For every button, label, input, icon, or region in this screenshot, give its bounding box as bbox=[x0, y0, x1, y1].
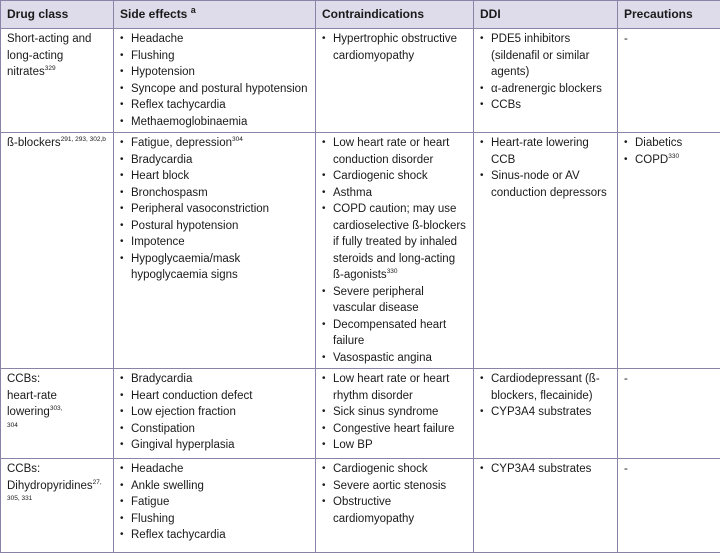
list-item bbox=[624, 152, 714, 169]
list-item-text: Fatigue, depression bbox=[131, 137, 232, 149]
list-item: • Headache bbox=[120, 31, 309, 48]
list-item bbox=[322, 201, 467, 284]
table-row bbox=[1, 369, 720, 459]
list-item: • Cardiogenic shock bbox=[322, 461, 467, 478]
list-item: • Heart block bbox=[120, 168, 309, 185]
header-side-effects-label: Side effects bbox=[120, 7, 187, 21]
reference-superscript: 305, 331 bbox=[7, 494, 107, 503]
list-item: • Heart-rate lowering CCB bbox=[480, 135, 611, 168]
list-item: • Fatigue bbox=[120, 494, 309, 511]
list-item: • Hypoglycaemia/mask hypoglycaemia signs bbox=[120, 251, 309, 284]
list-item: • Low ejection fraction bbox=[120, 404, 309, 421]
list-item: • Cardiogenic shock bbox=[322, 168, 467, 185]
header-precautions bbox=[618, 1, 720, 29]
list-item: • Low BP bbox=[322, 437, 467, 454]
drug-class-cell bbox=[1, 369, 114, 459]
list-item: • Sick sinus syndrome bbox=[322, 404, 467, 421]
precautions-cell bbox=[618, 459, 720, 553]
drug-class-name: CCBs: bbox=[7, 373, 40, 385]
list-item: • Vasospastic angina bbox=[322, 350, 467, 367]
drug-class-name: ß-blockers bbox=[7, 137, 61, 149]
list-item: • Low heart rate or heart conduction disorder bbox=[322, 135, 467, 168]
precautions-dash: - bbox=[624, 373, 628, 385]
reference-superscript: 329 bbox=[45, 65, 56, 72]
reference-superscript: 291, 293, 302,b bbox=[61, 136, 106, 143]
list-item: • Postural hypotension bbox=[120, 218, 309, 235]
reference-superscript: 304 bbox=[7, 421, 107, 430]
list-item: • Methaemoglobinaemia bbox=[120, 114, 309, 131]
precautions-cell bbox=[618, 29, 720, 133]
list-item: • Constipation bbox=[120, 421, 309, 438]
list-item: • Diabetics bbox=[624, 135, 714, 152]
list-item: • Gingival hyperplasia bbox=[120, 437, 309, 454]
ddi-cell bbox=[474, 29, 618, 133]
header-contraindications-label: Contraindications bbox=[322, 7, 424, 21]
reference-superscript: 303, bbox=[50, 405, 63, 412]
footnote-marker: a bbox=[191, 5, 196, 15]
side-effects-cell bbox=[114, 369, 316, 459]
list-item: • Headache bbox=[120, 461, 309, 478]
list-item-text: COPD bbox=[635, 154, 668, 166]
drug-class-subtype: Dihydropyridines bbox=[7, 480, 93, 492]
list-item: • Flushing bbox=[120, 48, 309, 65]
list-item: • Reflex tachycardia bbox=[120, 527, 309, 544]
header-side-effects bbox=[114, 1, 316, 29]
side-effects-cell bbox=[114, 133, 316, 369]
header-drug-class bbox=[1, 1, 114, 29]
list-item: • Reflex tachycardia bbox=[120, 97, 309, 114]
list-item: • PDE5 inhibitors (sildenafil or similar agents) bbox=[480, 31, 611, 81]
side-effects-cell bbox=[114, 29, 316, 133]
list-item: • Decompensated heart failure bbox=[322, 317, 467, 350]
ddi-cell bbox=[474, 133, 618, 369]
table-row bbox=[1, 459, 720, 553]
ddi-cell bbox=[474, 369, 618, 459]
reference-superscript: 304 bbox=[232, 136, 243, 143]
list-item: • Bradycardia bbox=[120, 371, 309, 388]
list-item-text: COPD caution; may use cardioselective ß-blockers if fully treated by inhaled steroids and long-acting ß-agonists bbox=[333, 203, 466, 281]
list-item: • Low heart rate or heart rhythm disorder bbox=[322, 371, 467, 404]
list-item: • Severe peripheral vascular disease bbox=[322, 284, 467, 317]
list-item: • Congestive heart failure bbox=[322, 421, 467, 438]
table-header-row bbox=[1, 1, 720, 29]
drug-class-name: Short-acting and long-acting nitrates bbox=[7, 33, 91, 78]
list-item: • Cardiodepressant (ß-blockers, flecainide) bbox=[480, 371, 611, 404]
list-item: • Impotence bbox=[120, 234, 309, 251]
list-item: • Sinus-node or AV conduction depressors bbox=[480, 168, 611, 201]
contraindications-cell bbox=[316, 369, 474, 459]
precautions-dash: - bbox=[624, 33, 628, 45]
list-item: • Severe aortic stenosis bbox=[322, 478, 467, 495]
list-item: • CCBs bbox=[480, 97, 611, 114]
drug-class-cell bbox=[1, 459, 114, 553]
table-row bbox=[1, 29, 720, 133]
drug-class-name: CCBs: bbox=[7, 463, 40, 475]
precautions-dash: - bbox=[624, 463, 628, 475]
reference-superscript: 330 bbox=[387, 268, 398, 275]
list-item: • Hypertrophic obstructive cardiomyopathy bbox=[322, 31, 467, 64]
header-contraindications bbox=[316, 1, 474, 29]
list-item: • CYP3A4 substrates bbox=[480, 461, 611, 478]
header-ddi bbox=[474, 1, 618, 29]
list-item: • α-adrenergic blockers bbox=[480, 81, 611, 98]
reference-superscript: 27, bbox=[93, 479, 102, 486]
contraindications-cell bbox=[316, 459, 474, 553]
side-effects-cell bbox=[114, 459, 316, 553]
list-item bbox=[120, 135, 309, 152]
precautions-cell bbox=[618, 369, 720, 459]
header-drug-class-label: Drug class bbox=[7, 7, 68, 21]
contraindications-cell bbox=[316, 133, 474, 369]
list-item: • Flushing bbox=[120, 511, 309, 528]
drug-class-cell bbox=[1, 29, 114, 133]
drug-class-subtype: heart-rate lowering bbox=[7, 390, 57, 419]
list-item: • CYP3A4 substrates bbox=[480, 404, 611, 421]
drug-class-cell bbox=[1, 133, 114, 369]
list-item: • Ankle swelling bbox=[120, 478, 309, 495]
list-item: • Obstructive cardiomyopathy bbox=[322, 494, 467, 527]
ddi-cell bbox=[474, 459, 618, 553]
list-item: • Hypotension bbox=[120, 64, 309, 81]
contraindications-cell bbox=[316, 29, 474, 133]
precautions-cell bbox=[618, 133, 720, 369]
list-item: • Bronchospasm bbox=[120, 185, 309, 202]
header-ddi-label: DDI bbox=[480, 7, 501, 21]
list-item: • Syncope and postural hypotension bbox=[120, 81, 309, 98]
reference-superscript: 330 bbox=[668, 153, 679, 160]
list-item: • Heart conduction defect bbox=[120, 388, 309, 405]
list-item: • Peripheral vasoconstriction bbox=[120, 201, 309, 218]
list-item: • Asthma bbox=[322, 185, 467, 202]
table-row bbox=[1, 133, 720, 369]
header-precautions-label: Precautions bbox=[624, 7, 693, 21]
list-item: • Bradycardia bbox=[120, 152, 309, 169]
